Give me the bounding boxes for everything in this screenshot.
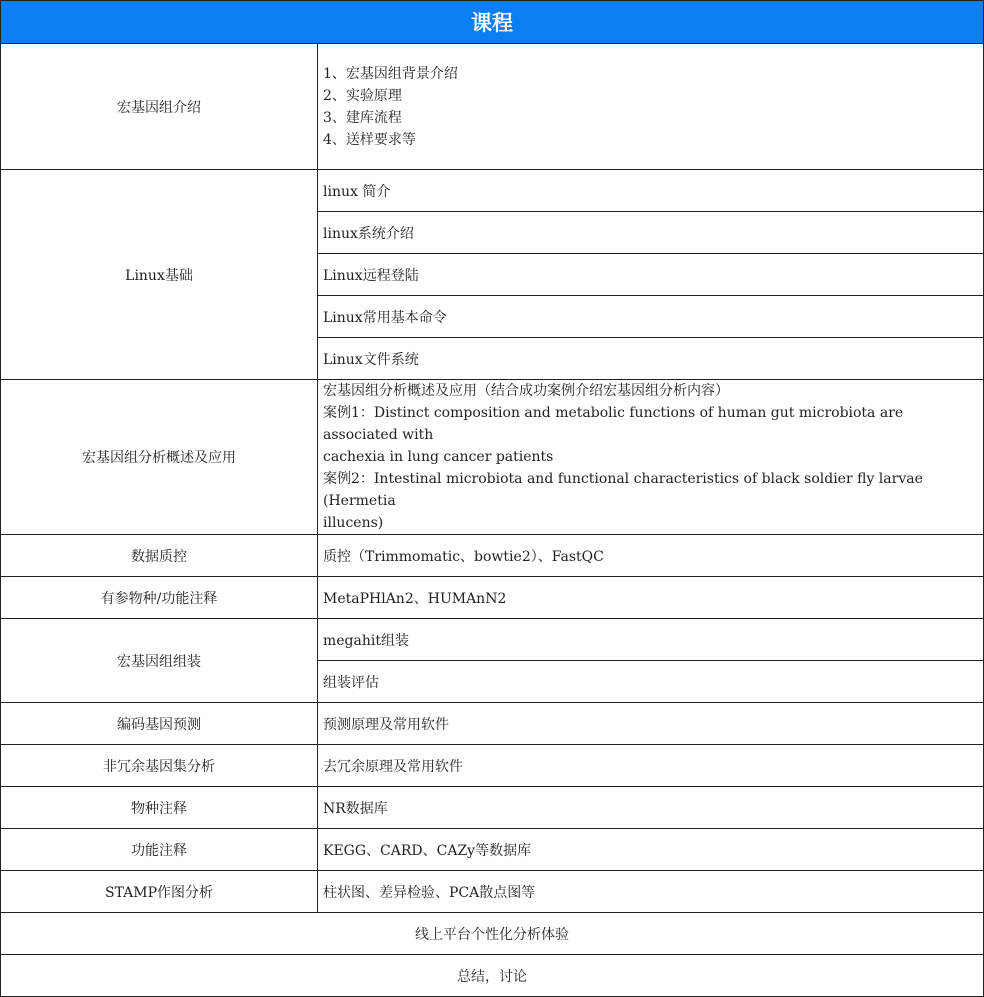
content-stamp-analysis: 柱状图、差异检验、PCA散点图等 (318, 871, 984, 913)
row-online-platform: 线上平台个性化分析体验 (1, 913, 984, 955)
content-data-qc: 质控（Trimmomatic、bowtie2）、FastQC (318, 535, 984, 577)
content-line: cachexia in lung cancer patients (323, 449, 554, 465)
topic-function-annotation: 功能注释 (1, 829, 318, 871)
content-linux-item: Linux常用基本命令 (318, 296, 984, 338)
content-line: 案例2：Intestinal microbiota and functional characteristics of black soldier fly larvae (Hermetia (323, 471, 923, 509)
content-reference-annotation: MetaPHlAn2、HUMAnN2 (318, 577, 984, 619)
content-metagenome-intro (318, 44, 984, 170)
topic-metagenome-assembly: 宏基因组组装 (1, 619, 318, 703)
table-title: 课程 (1, 1, 984, 44)
content-line: 1、宏基因组背景介绍 (323, 65, 458, 82)
topic-reference-annotation: 有参物种/功能注释 (1, 577, 318, 619)
content-line: 4、送样要求等 (323, 131, 416, 148)
content-line: 3、建库流程 (323, 109, 402, 126)
content-linux-item: linux系统介绍 (318, 212, 984, 254)
topic-stamp-analysis: STAMP作图分析 (1, 871, 318, 913)
content-line: 宏基因组分析概述及应用（结合成功案例介绍宏基因组分析内容） (323, 383, 729, 399)
content-species-annotation: NR数据库 (318, 787, 984, 829)
topic-data-qc: 数据质控 (1, 535, 318, 577)
content-gene-prediction: 预测原理及常用软件 (318, 703, 984, 745)
content-line: 2、实验原理 (323, 87, 402, 104)
topic-gene-prediction: 编码基因预测 (1, 703, 318, 745)
topic-metagenome-overview: 宏基因组分析概述及应用 (1, 380, 318, 535)
content-assembly-item: megahit组装 (318, 619, 984, 661)
content-linux-item: Linux远程登陆 (318, 254, 984, 296)
content-nonredundant-geneset: 去冗余原理及常用软件 (318, 745, 984, 787)
content-linux-item: linux 简介 (318, 170, 984, 212)
topic-species-annotation: 物种注释 (1, 787, 318, 829)
content-metagenome-overview (318, 380, 984, 535)
topic-nonredundant-geneset: 非冗余基因集分析 (1, 745, 318, 787)
content-line: illucens) (323, 515, 384, 531)
content-line: 案例1：Distinct composition and metabolic functions of human gut microbiota are associated with (323, 405, 904, 443)
content-linux-item: Linux文件系统 (318, 338, 984, 380)
content-function-annotation: KEGG、CARD、CAZy等数据库 (318, 829, 984, 871)
content-assembly-item: 组装评估 (318, 661, 984, 703)
row-summary-discussion: 总结，讨论 (1, 955, 984, 997)
topic-metagenome-intro: 宏基因组介绍 (1, 44, 318, 170)
topic-linux-basics: Linux基础 (1, 170, 318, 380)
